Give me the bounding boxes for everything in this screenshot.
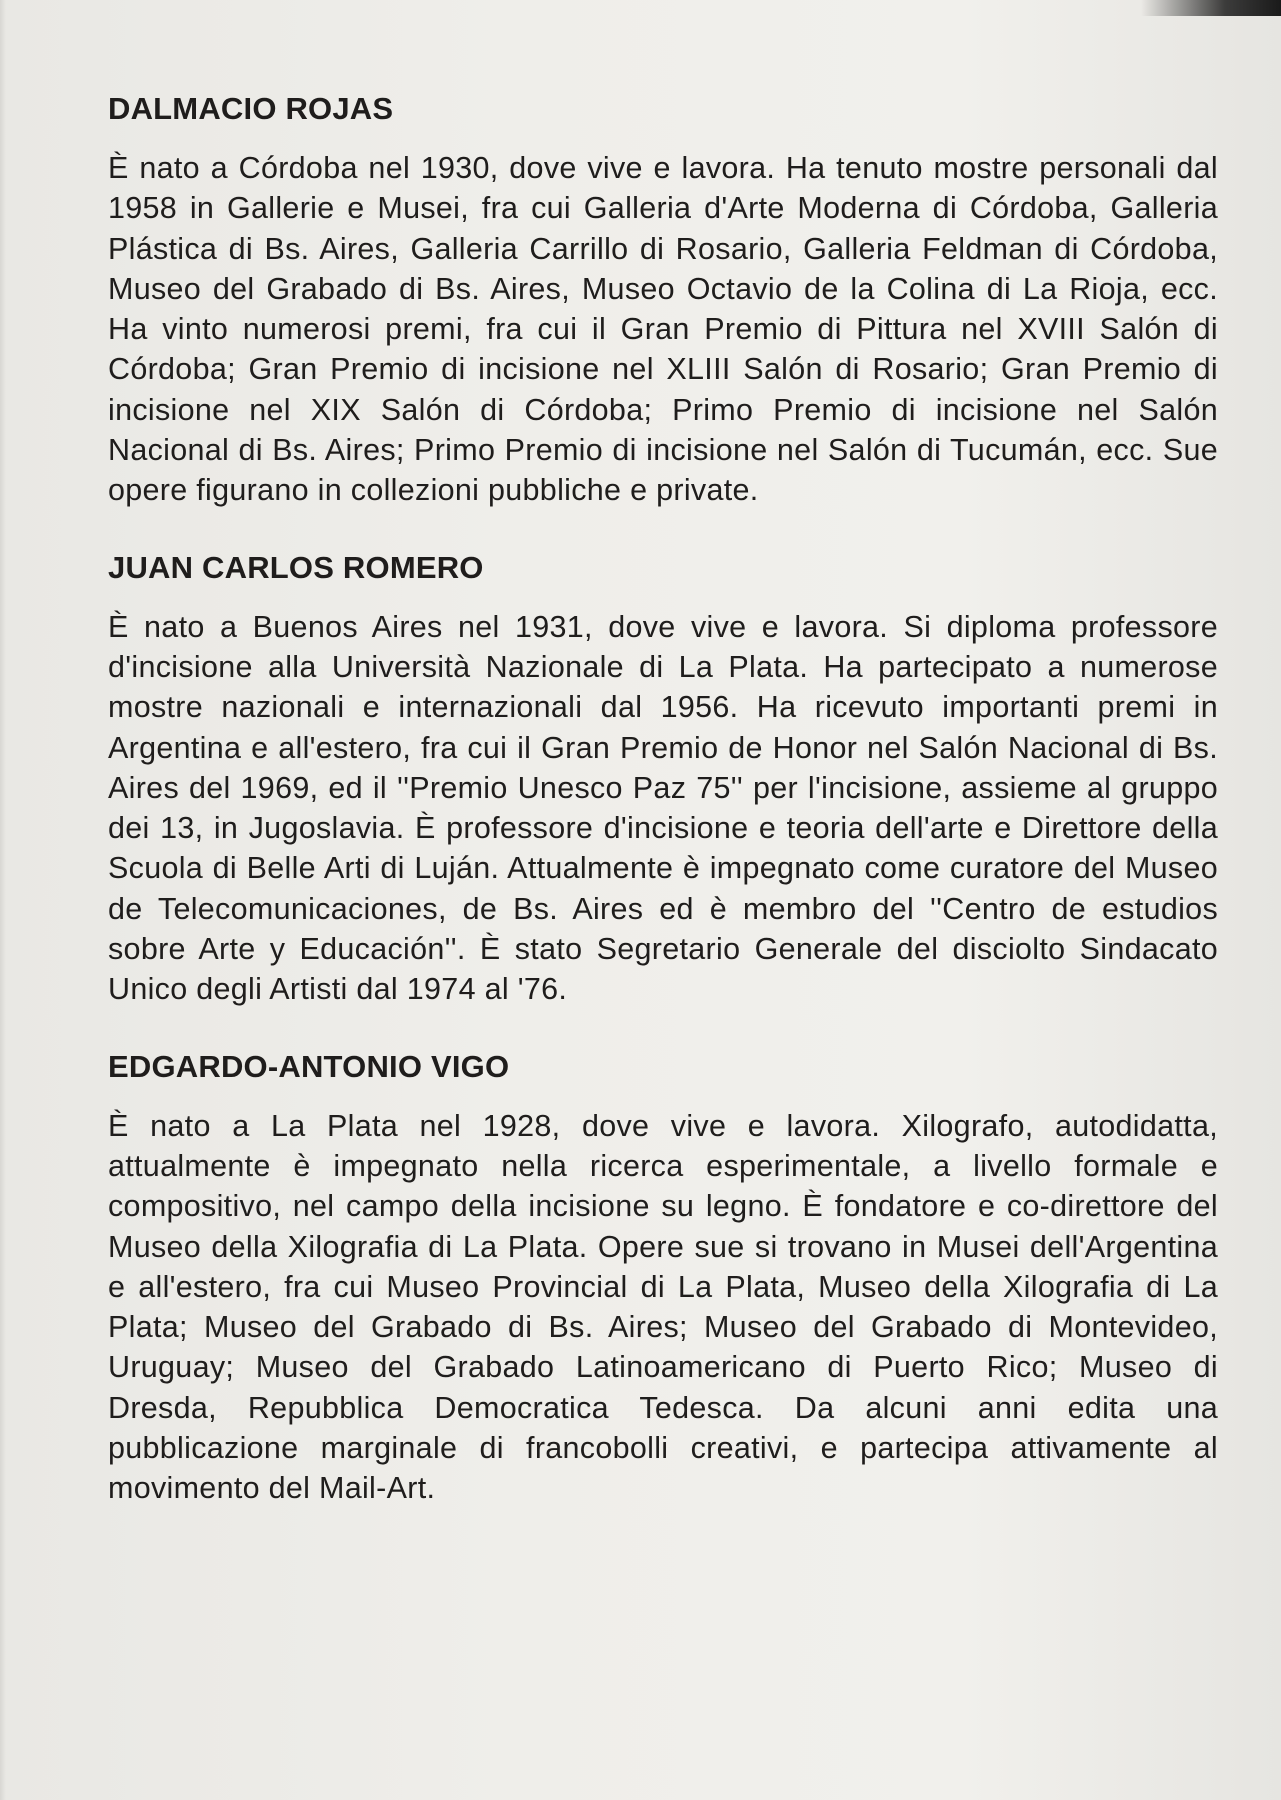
- artist-section-romero: [108, 545, 1218, 1010]
- artist-name: JUAN CARLOS ROMERO: [108, 549, 484, 585]
- page-edge: [0, 0, 6, 1800]
- artist-name: EDGARDO-ANTONIO VIGO: [108, 1048, 510, 1084]
- artist-section-rojas: [108, 86, 1218, 511]
- artist-section-vigo: [108, 1044, 1218, 1509]
- artist-bio: È nato a Córdoba nel 1930, dove vive e lavora. Ha tenuto mostre personali dal 1958 in Gallerie e Musei, fra cui Galleria d'Arte Moderna di Córdoba, Galleria Plástica di Bs. Aires, Galleria Carrillo di Rosario, Galleria Feldman di Córdoba, Museo del Grabado di Bs. Aires, Museo Octavio de la Colina di La Rioja, ecc. Ha vinto numerosi premi, fra cui il Gran Premio di Pittura nel XVIII Salón di Córdoba; Gran Premio di incisione nel XLIII Salón di Rosario; Gran Premio di incisione nel XIX Salón di Córdoba; Primo Premio di incisione nel Salón Nacional di Bs. Aires; Primo Premio di incisione nel Salón di Tucumán, ecc. Sue opere figurano in collezioni pubbliche e private.: [108, 151, 1218, 508]
- artist-bio: È nato a La Plata nel 1928, dove vive e lavora. Xilografo, autodidatta, attualmente è impegnato nella ricerca esperimentale, a livello formale e compositivo, nel campo della incisione su legno. È fondatore e co-direttore del Museo della Xilografia di La Plata. Opere sue si trovano in Musei dell'Argentina e all'estero, fra cui Museo Provincial di La Plata, Museo della Xilografia di La Plata; Museo del Grabado di Bs. Aires; Museo del Grabado di Montevideo, Uruguay; Museo del Grabado Latinoamericano di Puerto Rico; Museo di Dresda, Repubblica Democratica Tedesca. Da alcuni anni edita una pubblicazione marginale di francobolli creativi, e partecipa attivamente al movimento del Mail-Art.: [108, 1108, 1218, 1506]
- scan-shadow: [1141, 0, 1281, 16]
- document-body: [108, 86, 1218, 1543]
- artist-bio: È nato a Buenos Aires nel 1931, dove vive e lavora. Si diploma professore d'incisione alla Università Nazionale di La Plata. Ha partecipato a numerose mostre nazionali e internazionali dal 1956. Ha ricevuto importanti premi in Argentina e all'estero, fra cui il Gran Premio de Honor nel Salón Nacional di Bs. Aires del 1969, ed il ''Premio Unesco Paz 75'' per l'incisione, assieme al gruppo dei 13, in Jugoslavia. È professore d'incisione e teoria dell'arte e Direttore della Scuola di Belle Arti di Luján. Attualmente è impegnato come curatore del Museo de Telecomunicaciones, de Bs. Aires ed è membro del ''Centro de estudios sobre Arte y Educación''. È stato Segretario Generale del disciolto Sindacato Unico degli Artisti dal 1974 al '76.: [108, 609, 1218, 1007]
- artist-name: DALMACIO ROJAS: [108, 91, 394, 126]
